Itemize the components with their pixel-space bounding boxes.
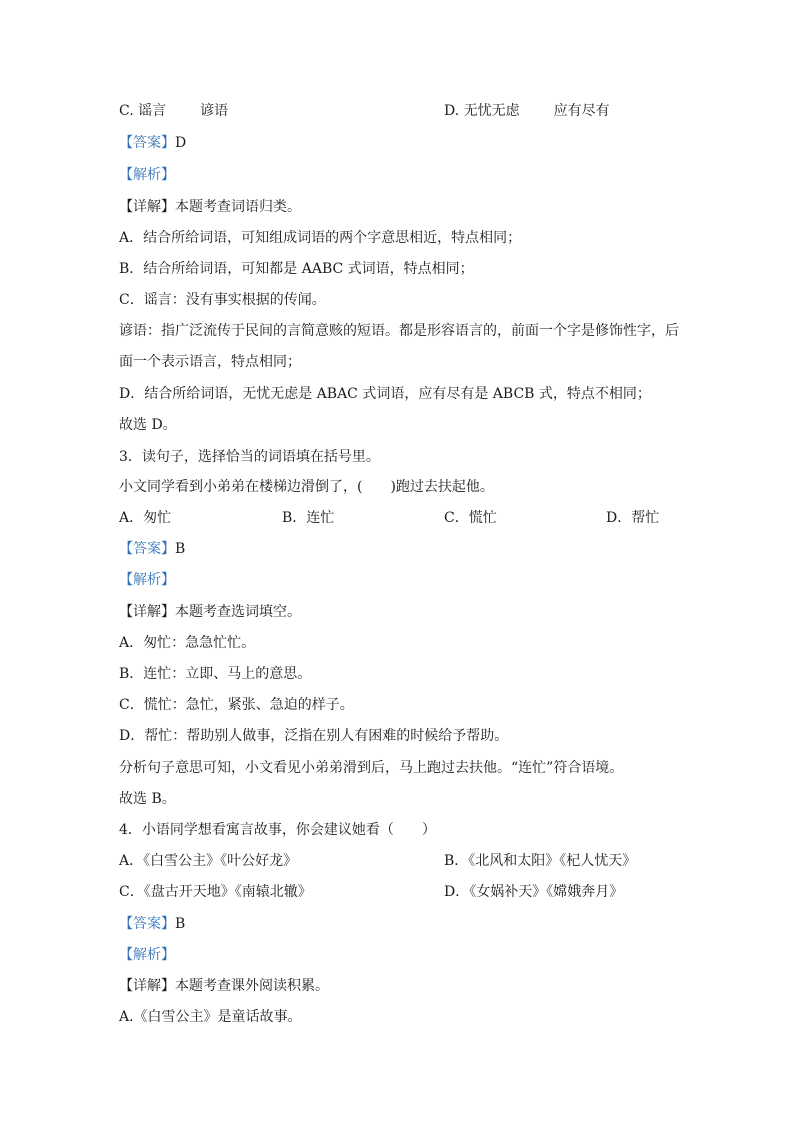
q2-line-a: A．结合所给词语，可知组成词语的两个字意思相近，特点相同； xyxy=(119,230,522,246)
answer-tag: 【答案】 xyxy=(119,916,175,932)
answer-value: D xyxy=(175,135,187,151)
q3-line-d: D．帮忙：帮助别人做事，泛指在别人有困难的时候给予帮助。 xyxy=(119,728,509,744)
q4-option-a: A．《白雪公主》《叶公好龙》 xyxy=(119,853,298,869)
q2-option-d-word: 应有尽有 xyxy=(553,103,610,119)
q4-detail xyxy=(119,976,329,996)
q2-option-c xyxy=(119,101,228,121)
q3-option-c: C．慌忙 xyxy=(444,510,497,526)
answer-value: B xyxy=(175,541,186,557)
detail-tag: 【详解】 xyxy=(119,199,175,215)
q3-detail xyxy=(119,602,301,622)
q2-line-b: B．结合所给词语，可知都是 AABC 式词语，特点相同； xyxy=(119,261,474,277)
q3-sentence: 小文同学看到小弟弟在楼梯边滑倒了，( )跑过去扶起他。 xyxy=(119,479,494,495)
q4-option-c: C．《盘古开天地》《南辕北辙》 xyxy=(119,884,312,900)
q4-option-d: D．《女娲补天》《嫦娥奔月》 xyxy=(444,884,624,900)
detail-text: 本题考查课外阅读积累。 xyxy=(175,978,329,994)
q2-detail xyxy=(119,197,301,217)
q3-line-c: C．慌忙：急忙，紧张、急迫的样子。 xyxy=(119,697,354,713)
q3-summary: 分析句子意思可知，小文看见小弟弟滑到后，马上跑过去扶他。“连忙”符合语境。 xyxy=(119,760,624,776)
q3-option-b: B．连忙 xyxy=(282,510,335,526)
q2-line-d: D．结合所给词语，无忧无虑是 ABAC 式词语，应有尽有是 ABCB 式，特点不相同； xyxy=(119,386,651,402)
q2-line-c2a: 谚语：指广泛流传于民间的言简意赅的短语。都是形容语言的，前面一个字是修饰性字，后 xyxy=(119,323,679,339)
q3-option-a: A．匆忙 xyxy=(119,510,172,526)
q3-answer xyxy=(119,539,185,559)
q4-analysis-tag: 【解析】 xyxy=(119,947,175,963)
q2-option-c-label: C. 谣言 xyxy=(119,103,167,119)
detail-tag: 【详解】 xyxy=(119,978,175,994)
q2-option-c-word: 谚语 xyxy=(200,103,229,119)
q2-option-d-label: D. 无忧无虑 xyxy=(444,103,520,119)
answer-tag: 【答案】 xyxy=(119,541,175,557)
q2-line-c2b: 面一个表示语言，特点相同； xyxy=(119,354,301,370)
q3-line-b: B．连忙：立即、马上的意思。 xyxy=(119,666,312,682)
q3-line-a: A．匆忙：急急忙忙。 xyxy=(119,635,256,651)
q4-line-a: A.《白雪公主》是童话故事。 xyxy=(119,1009,302,1025)
q3-conclusion: 故选 B。 xyxy=(119,791,176,807)
q3-option-d: D．帮忙 xyxy=(606,510,660,526)
answer-tag: 【答案】 xyxy=(119,135,175,151)
q4-question: 4．小语同学想看寓言故事，你会建议她看（ ） xyxy=(119,822,436,838)
answer-value: B xyxy=(175,916,186,932)
detail-tag: 【详解】 xyxy=(119,604,175,620)
q4-option-b: B．《北风和太阳》《杞人忧天》 xyxy=(444,853,637,869)
q4-answer xyxy=(119,914,185,934)
detail-text: 本题考查选词填空。 xyxy=(175,604,301,620)
q2-answer xyxy=(119,133,186,153)
q2-option-d xyxy=(444,101,610,121)
q2-analysis-tag: 【解析】 xyxy=(119,167,175,183)
q2-conclusion: 故选 D。 xyxy=(119,417,177,433)
q3-analysis-tag: 【解析】 xyxy=(119,572,175,588)
q3-question: 3．读句子，选择恰当的词语填在括号里。 xyxy=(119,449,380,465)
detail-text: 本题考查词语归类。 xyxy=(175,199,301,215)
q2-line-c: C．谣言：没有事实根据的传闻。 xyxy=(119,292,326,308)
